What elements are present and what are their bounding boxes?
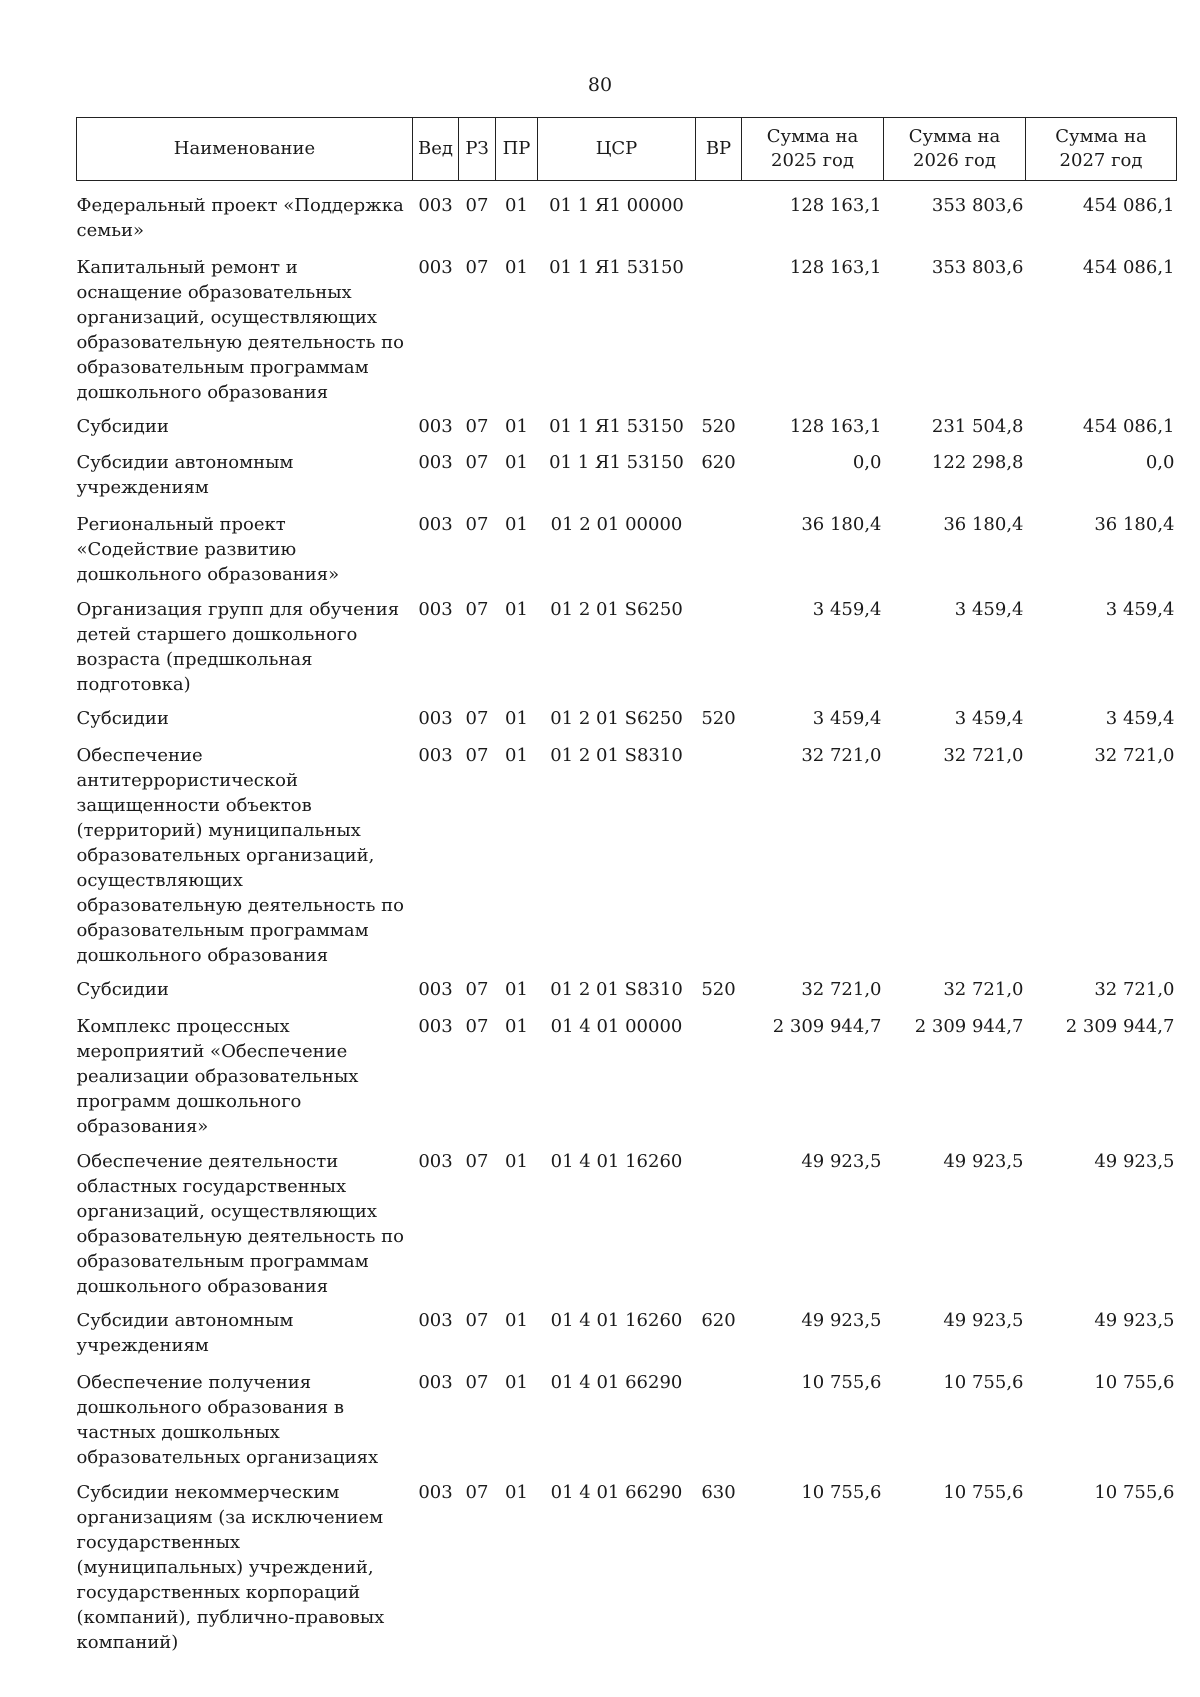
cell-ved: 003 [418, 745, 453, 766]
cell-vr: 520 [701, 979, 736, 1000]
header-sum-2027: Сумма на 2027 год [1026, 118, 1177, 181]
cell-sum-2027: 454 086,1 [1082, 257, 1175, 278]
cell-csr: 01 2 01 S6250 [550, 599, 683, 620]
cell-csr: 01 2 01 S6250 [550, 708, 683, 729]
cell-sum-2025: 3 459,4 [812, 708, 882, 729]
budget-table [76, 117, 1177, 1657]
cell-name: Субсидии некоммерческим организациям (за исключением государственных (муниципальных) учреждений, государственных корпораций (компаний), публично-правовых компаний) [76, 1482, 385, 1653]
cell-sum-2026: 49 923,5 [943, 1151, 1024, 1172]
cell-sum-2025: 128 163,1 [789, 416, 882, 437]
cell-pr: 01 [505, 979, 528, 1000]
cell-vr: 520 [701, 708, 736, 729]
cell-sum-2026: 353 803,6 [931, 195, 1024, 216]
cell-sum-2027: 10 755,6 [1094, 1482, 1175, 1503]
cell-csr: 01 4 01 66290 [550, 1482, 683, 1503]
cell-csr: 01 1 Я1 53150 [549, 416, 684, 437]
cell-csr: 01 2 01 00000 [550, 514, 683, 535]
cell-name: Организация групп для обучения детей старшего дошкольного возраста (предшкольная подготовка) [76, 599, 400, 695]
cell-sum-2025: 49 923,5 [801, 1151, 882, 1172]
cell-csr: 01 2 01 S8310 [550, 745, 683, 766]
cell-sum-2025: 36 180,4 [801, 514, 882, 535]
table-row [77, 970, 1177, 1006]
header-sum-2025: Сумма на 2025 год [742, 118, 884, 181]
cell-vr [696, 1362, 742, 1472]
cell-name: Субсидии [76, 979, 169, 1000]
cell-csr: 01 4 01 16260 [550, 1310, 683, 1331]
cell-ved: 003 [418, 1372, 453, 1393]
cell-vr: 620 [701, 1310, 736, 1331]
cell-pr: 01 [505, 1151, 528, 1172]
table-row [77, 181, 1177, 248]
cell-rz: 07 [465, 599, 489, 620]
cell-vr: 520 [701, 416, 736, 437]
cell-pr: 01 [505, 416, 528, 437]
cell-sum-2026: 32 721,0 [943, 979, 1024, 1000]
cell-sum-2026: 353 803,6 [931, 257, 1024, 278]
cell-name: Субсидии [76, 416, 169, 437]
cell-name: Региональный проект «Содействие развитию дошкольного образования» [76, 514, 340, 585]
cell-sum-2025: 128 163,1 [789, 257, 882, 278]
table-row [77, 1006, 1177, 1141]
cell-rz: 07 [465, 452, 489, 473]
cell-name: Обеспечение антитеррористической защищенности объектов (территорий) муниципальных образовательных организаций, осуществляющих образовательную деятельность по образовательным программам дошкольного образования [76, 745, 404, 966]
cell-name: Капитальный ремонт и оснащение образовательных организаций, осуществляющих образовательную деятельность по образовательным программам дошкольного образования [76, 257, 404, 403]
cell-pr: 01 [505, 599, 528, 620]
cell-vr: 620 [701, 452, 736, 473]
cell-vr [696, 504, 742, 589]
header-vr: ВР [696, 118, 742, 181]
cell-pr: 01 [505, 708, 528, 729]
cell-sum-2027: 0,0 [1145, 452, 1175, 473]
cell-sum-2027: 10 755,6 [1094, 1372, 1175, 1393]
cell-sum-2025: 2 309 944,7 [772, 1016, 882, 1037]
cell-pr: 01 [505, 1310, 528, 1331]
cell-vr [696, 1141, 742, 1301]
cell-sum-2027: 3 459,4 [1105, 599, 1175, 620]
cell-sum-2025: 128 163,1 [789, 195, 882, 216]
cell-rz: 07 [465, 1372, 489, 1393]
cell-name: Субсидии [76, 708, 169, 729]
cell-vr [696, 247, 742, 407]
cell-sum-2027: 454 086,1 [1082, 195, 1175, 216]
table-row [77, 1472, 1177, 1657]
table-row [77, 407, 1177, 443]
cell-sum-2025: 49 923,5 [801, 1310, 882, 1331]
cell-pr: 01 [505, 257, 528, 278]
cell-rz: 07 [465, 416, 489, 437]
cell-ved: 003 [418, 1310, 453, 1331]
cell-sum-2027: 454 086,1 [1082, 416, 1175, 437]
table-row [77, 589, 1177, 699]
cell-vr [696, 1006, 742, 1141]
cell-vr: 630 [701, 1482, 736, 1503]
cell-vr [696, 735, 742, 970]
cell-pr: 01 [505, 1482, 528, 1503]
cell-vr [696, 589, 742, 699]
cell-name: Субсидии автономным учреждениям [76, 1310, 294, 1356]
cell-sum-2026: 10 755,6 [943, 1482, 1024, 1503]
cell-sum-2025: 10 755,6 [801, 1482, 882, 1503]
cell-sum-2027: 3 459,4 [1105, 708, 1175, 729]
cell-ved: 003 [418, 1151, 453, 1172]
cell-pr: 01 [505, 452, 528, 473]
cell-sum-2027: 2 309 944,7 [1065, 1016, 1175, 1037]
cell-sum-2026: 36 180,4 [943, 514, 1024, 535]
cell-ved: 003 [418, 599, 453, 620]
table-row [77, 247, 1177, 407]
header-csr: ЦСР [538, 118, 696, 181]
cell-rz: 07 [465, 979, 489, 1000]
cell-pr: 01 [505, 514, 528, 535]
cell-ved: 003 [418, 416, 453, 437]
cell-ved: 003 [418, 514, 453, 535]
cell-sum-2026: 231 504,8 [931, 416, 1024, 437]
cell-ved: 003 [418, 708, 453, 729]
cell-rz: 07 [465, 1310, 489, 1331]
cell-sum-2025: 0,0 [852, 452, 882, 473]
cell-csr: 01 1 Я1 53150 [549, 452, 684, 473]
cell-rz: 07 [465, 195, 489, 216]
cell-pr: 01 [505, 195, 528, 216]
cell-ved: 003 [418, 257, 453, 278]
cell-name: Комплекс процессных мероприятий «Обеспечение реализации образовательных программ дошкольного образования» [76, 1016, 359, 1137]
cell-csr: 01 4 01 66290 [550, 1372, 683, 1393]
table-row [77, 504, 1177, 589]
cell-rz: 07 [465, 708, 489, 729]
cell-sum-2027: 32 721,0 [1094, 745, 1175, 766]
cell-name: Федеральный проект «Поддержка семьи» [76, 195, 404, 241]
cell-sum-2026: 49 923,5 [943, 1310, 1024, 1331]
cell-name: Субсидии автономным учреждениям [76, 452, 294, 498]
header-rz: РЗ [459, 118, 496, 181]
table-row [77, 735, 1177, 970]
cell-sum-2025: 10 755,6 [801, 1372, 882, 1393]
table-row [77, 1141, 1177, 1301]
cell-sum-2026: 3 459,4 [954, 708, 1024, 729]
cell-sum-2027: 32 721,0 [1094, 979, 1175, 1000]
cell-sum-2026: 122 298,8 [931, 452, 1024, 473]
cell-csr: 01 4 01 16260 [550, 1151, 683, 1172]
header-ved: Вед [413, 118, 459, 181]
table-body [77, 181, 1177, 1658]
cell-ved: 003 [418, 1482, 453, 1503]
table-row [77, 1301, 1177, 1362]
cell-pr: 01 [505, 745, 528, 766]
cell-ved: 003 [418, 1016, 453, 1037]
cell-ved: 003 [418, 979, 453, 1000]
cell-sum-2025: 32 721,0 [801, 979, 882, 1000]
cell-csr: 01 4 01 00000 [550, 1016, 683, 1037]
cell-sum-2026: 10 755,6 [943, 1372, 1024, 1393]
cell-sum-2025: 32 721,0 [801, 745, 882, 766]
cell-rz: 07 [465, 1151, 489, 1172]
cell-sum-2025: 3 459,4 [812, 599, 882, 620]
cell-rz: 07 [465, 1016, 489, 1037]
header-name: Наименование [77, 118, 413, 181]
cell-name: Обеспечение получения дошкольного образования в частных дошкольных образовательных организациях [76, 1372, 379, 1468]
cell-ved: 003 [418, 452, 453, 473]
header-pr: ПР [496, 118, 538, 181]
cell-sum-2026: 3 459,4 [954, 599, 1024, 620]
cell-sum-2027: 36 180,4 [1094, 514, 1175, 535]
cell-vr [696, 181, 742, 248]
cell-sum-2026: 2 309 944,7 [914, 1016, 1024, 1037]
cell-rz: 07 [465, 745, 489, 766]
cell-sum-2027: 49 923,5 [1094, 1151, 1175, 1172]
cell-csr: 01 2 01 S8310 [550, 979, 683, 1000]
cell-rz: 07 [465, 257, 489, 278]
cell-rz: 07 [465, 514, 489, 535]
table-header-row [77, 118, 1177, 181]
cell-sum-2027: 49 923,5 [1094, 1310, 1175, 1331]
page-number: 80 [587, 74, 613, 96]
table-row [77, 699, 1177, 735]
cell-pr: 01 [505, 1372, 528, 1393]
cell-csr: 01 1 Я1 53150 [549, 257, 684, 278]
cell-ved: 003 [418, 195, 453, 216]
cell-sum-2026: 32 721,0 [943, 745, 1024, 766]
cell-csr: 01 1 Я1 00000 [549, 195, 684, 216]
table-row [77, 443, 1177, 504]
cell-rz: 07 [465, 1482, 489, 1503]
cell-name: Обеспечение деятельности областных государственных организаций, осуществляющих образовательную деятельность по образовательным программам дошкольного образования [76, 1151, 404, 1297]
table-row [77, 1362, 1177, 1472]
cell-pr: 01 [505, 1016, 528, 1037]
header-sum-2026: Сумма на 2026 год [884, 118, 1026, 181]
